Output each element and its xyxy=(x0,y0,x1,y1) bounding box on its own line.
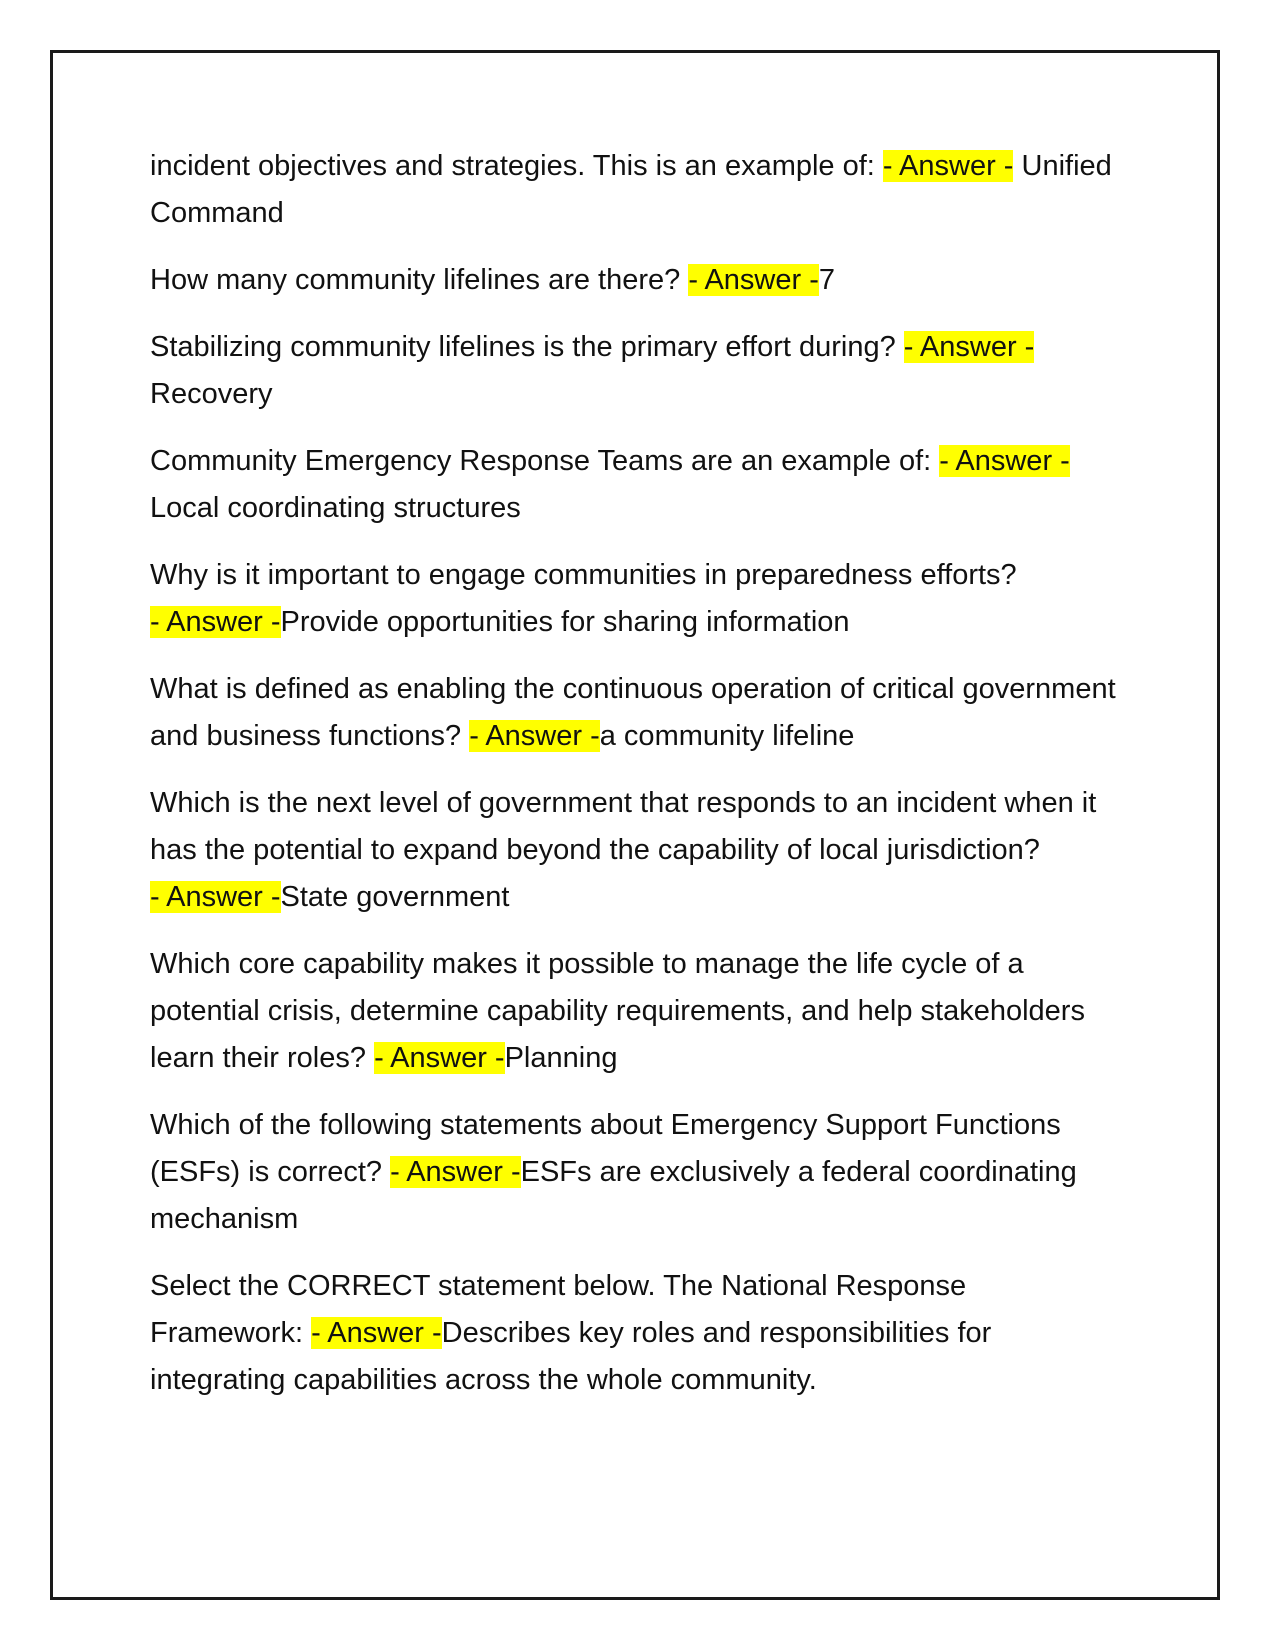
answer-text: a community lifeline xyxy=(599,720,855,752)
answer-marker: - Answer - xyxy=(939,445,1070,477)
qa-item-1 xyxy=(150,143,1125,237)
answer-text: Describes key roles and responsibilities for integrating capabilities across the whole community. xyxy=(150,1317,992,1396)
answer-marker: - Answer - xyxy=(150,606,281,638)
question-text: What is defined as enabling the continuous operation of critical government and business functions? xyxy=(150,673,1116,752)
question-text: Why is it important to engage communities in preparedness efforts? xyxy=(150,559,1017,591)
question-text: Community Emergency Response Teams are an example of: xyxy=(150,445,940,477)
answer-text: Local coordinating structures xyxy=(150,492,521,524)
qa-item-6 xyxy=(150,666,1125,760)
question-text: How many community lifelines are there? xyxy=(150,264,689,296)
answer-text: State government xyxy=(280,881,510,913)
question-text: Stabilizing community lifelines is the primary effort during? xyxy=(150,331,904,363)
answer-text: Provide opportunities for sharing information xyxy=(280,606,850,638)
question-text: Which core capability makes it possible to manage the life cycle of a potential crisis, determine capability requirements, and help stakeholders learn their roles? xyxy=(150,948,1085,1074)
answer-text: Recovery xyxy=(150,378,273,410)
document-body xyxy=(150,143,1125,1424)
question-text: Which is the next level of government that responds to an incident when it has the potential to expand beyond the capability of local jurisdiction? xyxy=(150,787,1097,866)
qa-item-10 xyxy=(150,1263,1125,1404)
answer-text: 7 xyxy=(818,264,835,296)
qa-item-8 xyxy=(150,941,1125,1082)
qa-item-7 xyxy=(150,780,1125,921)
answer-marker: - Answer - xyxy=(390,1156,521,1188)
answer-marker: - Answer - xyxy=(882,150,1014,182)
qa-item-3 xyxy=(150,324,1125,418)
answer-text: Unified Command xyxy=(150,150,1112,229)
question-text: Which of the following statements about Emergency Support Functions (ESFs) is correct? xyxy=(150,1109,1061,1188)
answer-marker: - Answer - xyxy=(469,720,600,752)
answer-marker: - Answer - xyxy=(374,1042,505,1074)
answer-text: ESFs are exclusively a federal coordinating mechanism xyxy=(150,1156,1077,1235)
qa-item-2 xyxy=(150,257,1125,304)
answer-marker: - Answer - xyxy=(688,264,819,296)
qa-item-4 xyxy=(150,438,1125,532)
answer-marker: - Answer - xyxy=(903,331,1035,363)
question-text: incident objectives and strategies. This is an example of: xyxy=(150,150,883,182)
qa-item-5 xyxy=(150,552,1125,646)
qa-item-9 xyxy=(150,1102,1125,1243)
answer-marker: - Answer - xyxy=(311,1317,442,1349)
answer-text: Planning xyxy=(504,1042,618,1074)
question-text: Select the CORRECT statement below. The National Response Framework: xyxy=(150,1270,967,1349)
answer-marker: - Answer - xyxy=(150,881,281,913)
